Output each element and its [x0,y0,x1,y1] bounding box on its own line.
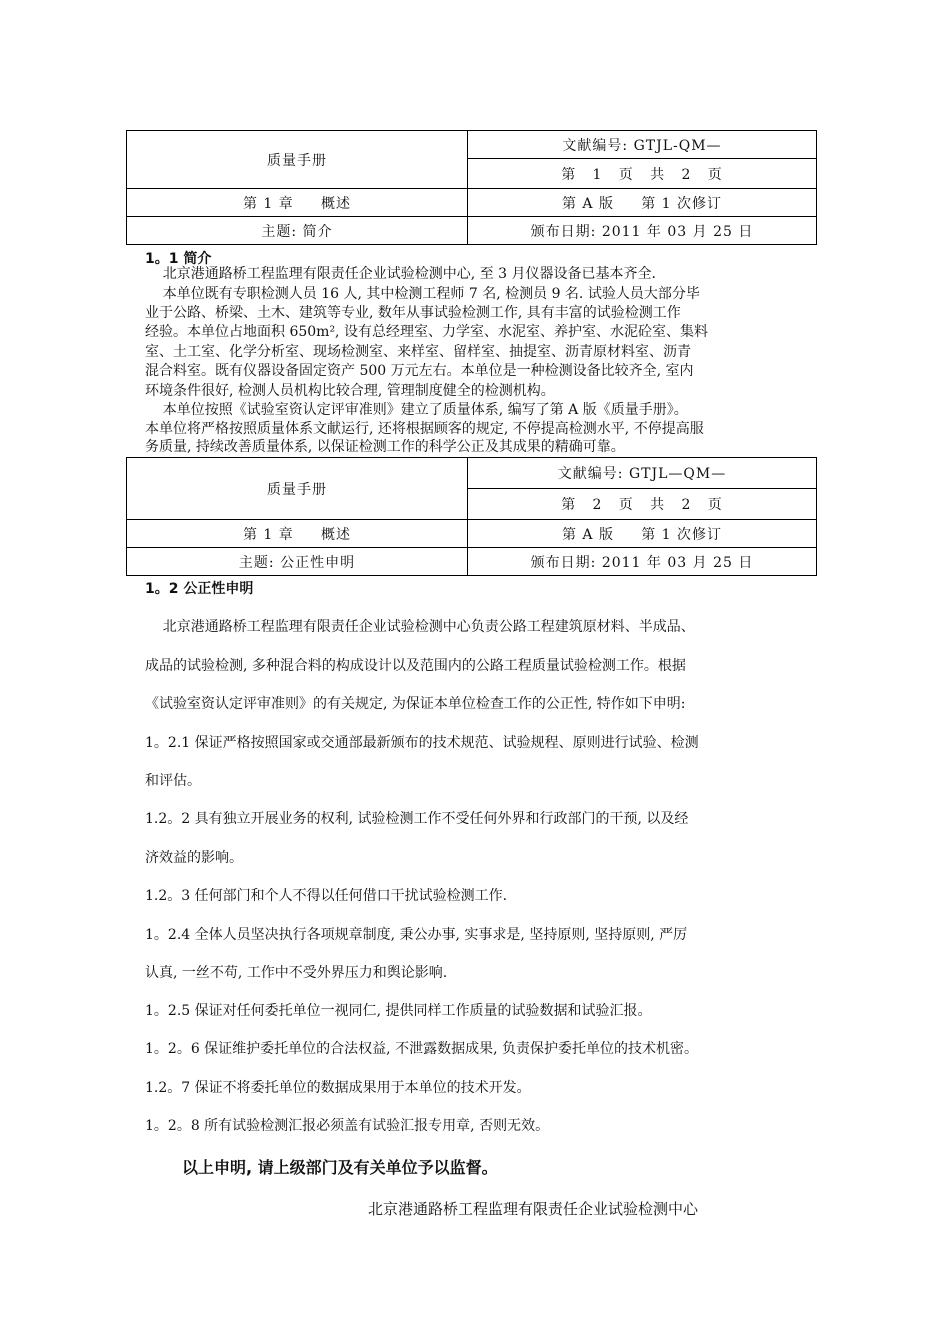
section-heading-impartiality: 1。2 公正性申明 [145,581,254,597]
manual-title-cell: 质量手册 [127,458,468,520]
statement-line: 1。2。6 保证维护委托单位的合法权益, 不泄露数据成果, 负责保护委托单位的技术机密。 [145,1041,698,1057]
intro-line: 本单位将严格按照质量体系文献运行, 还将根据顾客的规定, 不停提高检测水平, 不停提高服 [145,421,704,437]
subject-cell: 主题: 公正性申明 [127,548,468,576]
edition-cell: 第 A 版 第 1 次修订 [468,520,817,548]
section-heading-intro: 1。1 简介 [145,251,212,267]
intro-line: 室、土工室、化学分析室、现场检测室、来样室、留样室、抽提室、沥青原材料室、沥青 [145,344,691,360]
page-info-cell: 第 2 页 共 2 页 [468,489,817,520]
doc-number-cell: 文献编号: GTJL-QM— [468,131,817,159]
statement-line: 《试验室资认定评审准则》的有关规定, 为保证本单位检查工作的公正性, 特作如下申明: [145,696,686,712]
intro-line: 本单位按照《试验室资认定评审准则》建立了质量体系, 编写了第 A 版《质量手册》。 [145,402,688,418]
date-cell: 颁布日期: 2011 年 03 月 25 日 [468,548,817,576]
statement-line: 认真, 一丝不苟, 工作中不受外界压力和舆论影响. [145,965,448,981]
statement-line: 1.2。3 任何部门和个人不得以任何借口干扰试验检测工作. [145,888,508,904]
intro-line: 北京港通路桥工程监理有限责任企业试验检测中心, 至 3 月仪器设备已基本齐全. [145,266,656,282]
doc-number-cell: 文献编号: GTJL—QM— [468,458,817,489]
intro-line: 经验。本单位占地面积 650m², 设有总经理室、力学室、水泥室、养护室、水泥砼室、集料 [145,324,708,340]
statement-line: 济效益的影响。 [145,850,243,866]
header-table-1 [126,130,817,245]
statement-line: 1.2。7 保证不将委托单位的数据成果用于本单位的技术开发。 [145,1080,531,1096]
statement-line: 1.2。2 具有独立开展业务的权利, 试验检测工作不受任何外界和行政部门的干预, 以及经 [145,811,689,827]
statement-line: 1。2。8 所有试验检测汇报必须盖有试验汇报专用章, 否则无效。 [145,1118,550,1134]
statement-line: 北京港通路桥工程监理有限责任企业试验检测中心负责公路工程建筑原材料、半成品、 [145,619,695,635]
statement-line: 成品的试验检测, 多种混合料的构成设计以及范围内的公路工程质量试验检测工作。根据 [145,658,686,674]
statement-line: 1。2.4 全体人员坚决执行各项规章制度, 秉公办事, 实事求是, 坚持原则, 坚持原则, 严厉 [145,927,688,943]
signature: 北京港通路桥工程监理有限责任企业试验检测中心 [368,1200,699,1218]
statement-line: 1。2.5 保证对任何委托单位一视同仁, 提供同样工作质量的试验数据和试验汇报。 [145,1003,652,1019]
statement-line: 和评估。 [145,773,201,789]
statement-line: 1。2.1 保证严格按照国家或交通部最新颁布的技术规范、试验规程、原则进行试验、检测 [145,735,699,751]
edition-cell: 第 A 版 第 1 次修订 [468,189,817,217]
intro-line: 业于公路、桥梁、土木、建筑等专业, 数年从事试验检测工作, 具有丰富的试验检测工作 [145,305,681,321]
closing-statement: 以上申明, 请上级部门及有关单位予以监督。 [182,1158,498,1177]
date-cell: 颁布日期: 2011 年 03 月 25 日 [468,217,817,245]
page-info-cell: 第 1 页 共 2 页 [468,159,817,189]
chapter-cell: 第 1 章 概述 [127,189,468,217]
subject-cell: 主题: 简介 [127,217,468,245]
manual-title-cell: 质量手册 [127,131,468,189]
intro-line: 环境条件很好, 检测人员机构比较合理, 管理制度健全的检测机构。 [145,383,555,399]
intro-line: 混合料室。既有仪器设备固定资产 500 万元左右。本单位是一种检测设备比较齐全, 室内 [145,363,694,379]
intro-line: 务质量, 持续改善质量体系, 以保证检测工作的科学公正及其成果的精确可靠。 [145,439,625,455]
intro-line: 本单位既有专职检测人员 16 人, 其中检测工程师 7 名, 检测员 9 名. 试验人员大部分毕 [145,286,700,302]
chapter-cell: 第 1 章 概述 [127,520,468,548]
header-table-2 [126,457,817,576]
